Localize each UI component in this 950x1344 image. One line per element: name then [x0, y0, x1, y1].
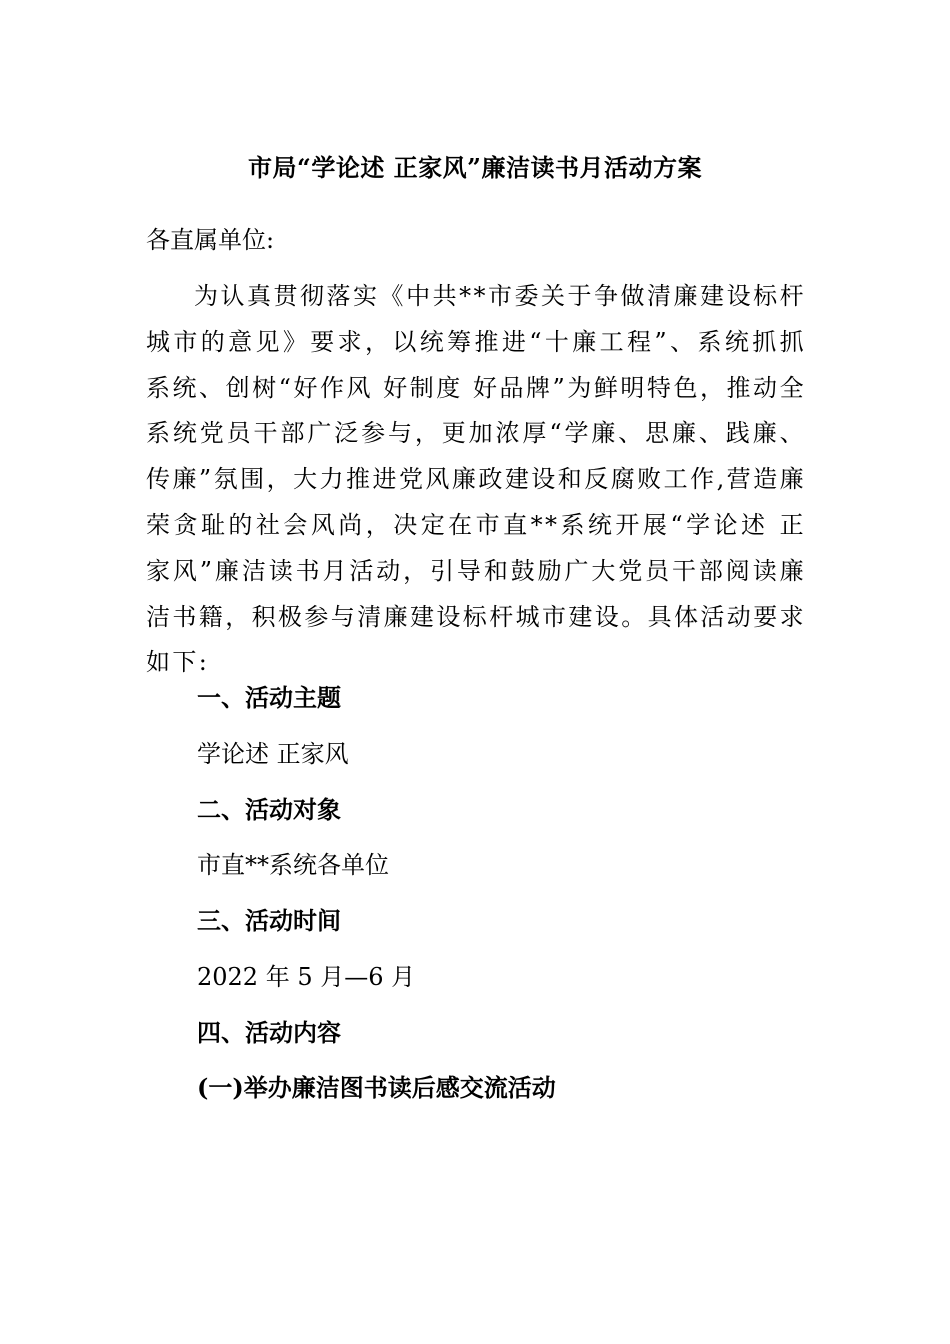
document-title: 市局“学论述 正家风”廉洁读书月活动方案	[248, 153, 702, 182]
section-heading-audience: 二、活动对象	[197, 795, 341, 824]
section-content-theme: 学论述 正家风	[197, 740, 349, 768]
section-content-time: 2022 年 5 月—6 月	[197, 963, 416, 991]
subsection-heading-reading-exchange: (一)举办廉洁图书读后感交流活动	[197, 1073, 556, 1102]
salutation: 各直属单位:	[146, 226, 275, 254]
intro-paragraph: 为认真贯彻落实《中共**市委关于争做清廉建设标杆城市的意见》要求，以统筹推进“十廉工程”、系统抓抓系统、创树“好作风 好制度 好品牌”为鲜明特色，推动全系统党员干部广泛参与，更加浓厚“学廉、思廉、践廉、传廉”氛围，大力推进党风廉政建设和反腐败工作,营造廉荣贪耻的社会风尚，决定在市直**系统开展“学论述 正家风”廉洁读书月活动，引导和鼓励广大党员干部阅读廉洁书籍，积极参与清廉建设标杆城市建设。具体活动要求如下:	[146, 282, 806, 677]
section-content-audience: 市直**系统各单位	[197, 851, 389, 879]
section-heading-time: 三、活动时间	[197, 906, 341, 935]
section-heading-content: 四、活动内容	[197, 1018, 341, 1047]
section-heading-theme: 一、活动主题	[197, 683, 341, 712]
